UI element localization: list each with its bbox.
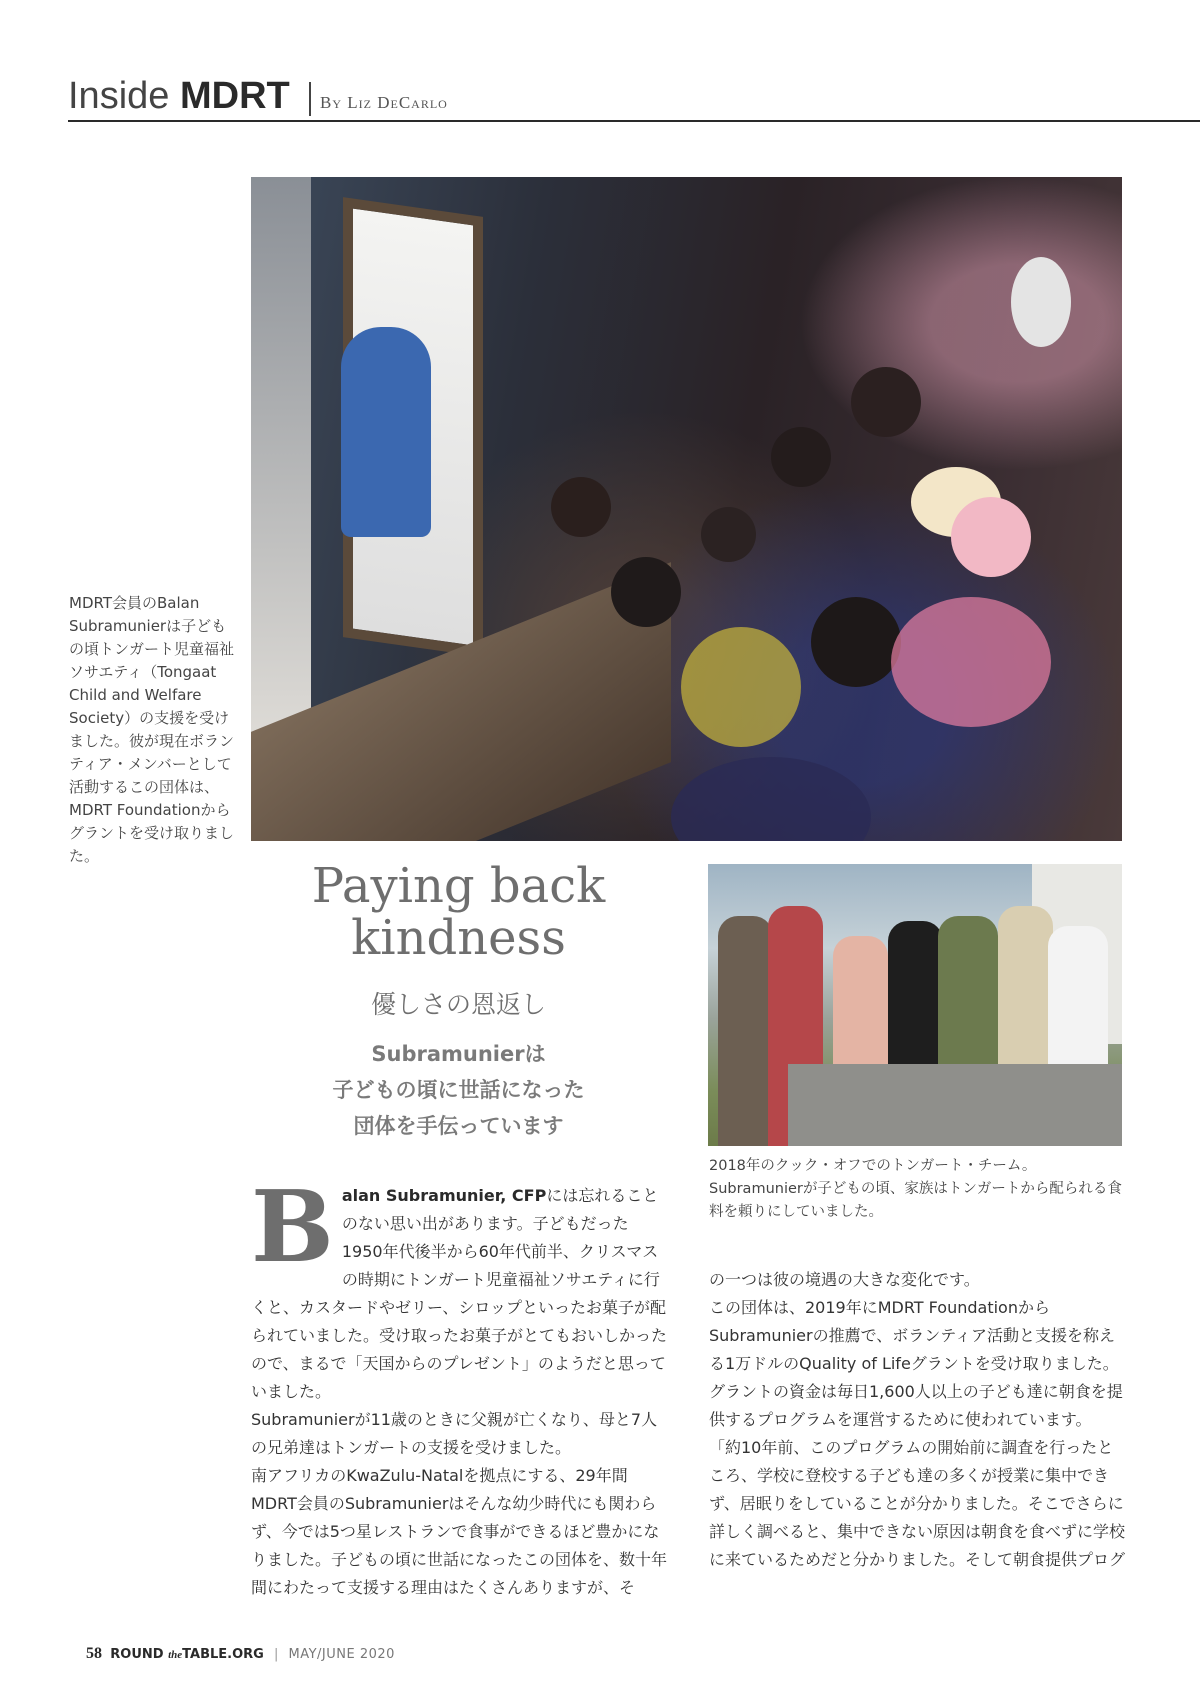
issue-date: MAY/JUNE 2020 [288,1647,395,1662]
header-divider [309,82,311,116]
article-column-2 [709,1266,1127,1574]
food-table [788,1064,1122,1146]
section-header [68,72,1200,122]
section-name: Inside MDRT [68,75,290,117]
lead-name: alan Subramunier, CFP [341,1186,547,1205]
page-number: 58 [86,1645,102,1662]
header-rule [68,120,1200,122]
headline-line-1: Paying back [311,858,606,914]
photo-caption-team: 2018年のクック・オフでのトンガート・チーム。Subramunierが子どもの頃、家族はトンガートから配られる食料を頼りにしていました。 [709,1158,1122,1220]
paragraph: 「約10年前、このプログラムの開始前に調査を行ったところ、学校に登校する子ども達の多くが授業に集中できず、居眠りをしていることが分かりました。そこでさらに詳しく調べると、集中できない原因は朝食を食べずに学校に来ているためだと分かりました。そして朝食提供プログ [709,1438,1126,1569]
team-photo-cook-off [708,864,1122,1146]
photo-caption-main: MDRT会員のBalan Subramunierは子どもの頃トンガート児童福祉ソサエティ（Tongaat Child and Welfare Society）の支援を受けました。彼が現在ボランティア・メンバーとして活動するこの団体は、MDRT Foundationからグラントを受け取りました。 [69,594,235,865]
headline-line-2: kindness [351,910,566,966]
byline: By Liz DeCarlo [320,93,448,112]
paragraph: の一つは彼の境遇の大きな変化です。 [709,1270,980,1289]
paragraph: Subramunierが11歳のときに父親が亡くなり、母と7人の兄弟達はトンガートの支援を受けました。 [251,1410,658,1457]
footer-separator: | [273,1647,279,1662]
paragraph: 南アフリカのKwaZulu-Natalを拠点にする、29年間MDRT会員のSubramunierはそんな幼少時代にも関わらず、今では5つ星レストランで食事ができるほど豊かになりました。子どもの頃に世話になったこの団体を、数十年間にわたって支援する理由はたくさんありますが、そ [251,1466,668,1597]
paragraph: Balan Subramunier, CFPには忘れることのない思い出があります。子どもだった1950年代後半から60年代前半、クリスマスの時期にトンガート児童福祉ソサエティに行くと、カスタードやゼリー、シロップといったお菓子が配られていました。受け取ったお菓子がとてもおいしかったので、まるで「天国からのプレゼント」のようだと思っていました。 [251,1170,668,1401]
deck: Subramunierは 子どもの頃に世話になった 団体を手伝っています [332,1042,585,1138]
headline [251,860,666,964]
main-photo-children-listening [251,177,1122,841]
drop-cap: B [251,1170,334,1285]
page-footer [86,1645,395,1663]
site-name: ROUND theTABLE.ORG [110,1647,264,1662]
article-column-1 [251,1170,668,1602]
presenter-figure [341,327,431,537]
japanese-subhead: 優しさの恩返し [370,990,546,1019]
paragraph: この団体は、2019年にMDRT FoundationからSubramunierの推薦で、ボランティア活動と支援を称える1万ドルのQuality of Lifeグラントを受け取りました。グラントの資金は毎日1,600人以上の子ども達に朝食を提供するプログラムを運営するために使われています。 [709,1298,1123,1429]
